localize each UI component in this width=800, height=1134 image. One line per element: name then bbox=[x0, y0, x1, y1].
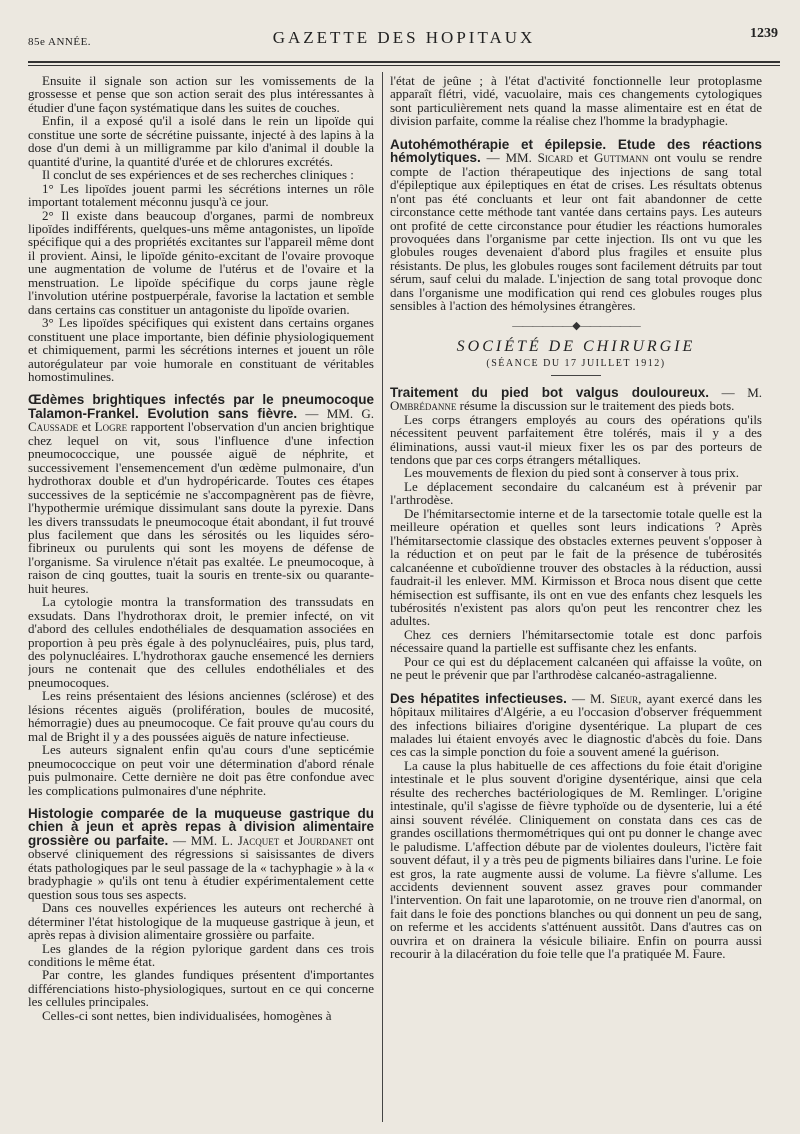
page-header bbox=[28, 22, 780, 52]
section-oedemes: Œdèmes brightiques infectés par le pneumocoque Talamon-Frankel. Evolution sans fièvre. — MM. G. Caussade et Logre rapportent l'observation d'un ancien brightique chez lequel on vit, sous l'influence d'une infection pneumococcique, une poussée aiguë de néphrite, et successivement l'ensemencement d'un œdème pulmonaire, d'un hydrothorax double et d'un hydropéricarde. Toutes ces étapes successives de la septicémie ne s'accompagnèrent pas de fièvre, l'hypothermie urémique dissimulant sans doute la pyrexie. Dans les divers transsudats le pneumocoque était abondant, il fut trouvé plus facilement que dans les sérosités ou les liquides séro-fibrineux ou purulents qui sont les moyens de défense de l'organisme. Sa virulence n'était pas exaltée. Le pneumocoque, à raison de cinq gouttes, tuait la souris en trente-six ou quarante-huit heures. bbox=[28, 392, 374, 596]
paragraph: l'état de jeûne ; à l'état d'activité fonctionnelle leur protoplasme apparaît flétri, vidé, vacuolaire, mais ces changements cytologiques sont particulièrement nets quand la masse alimentaire est en état de division parfaite, comme la réalise chez l'homme la bradyphagie. bbox=[390, 74, 762, 129]
column-divider bbox=[382, 72, 383, 1122]
author-name: Sicard bbox=[537, 150, 573, 166]
section-histologie: Histologie comparée de la muqueuse gastrique du chien à jeun et après repas à division alimentaire grossière ou parfaite. — MM. L. Jacquet et Jourdanet ont observé cliniquement des régressions si saisissantes de divers états pathologiques par le seul passage de la « tachyphagie » à la « bradyphagie » qu'ils ont tenu à étudier expérimentalement cette question sous tous ses aspects. bbox=[28, 806, 374, 902]
author-name: Sieur bbox=[609, 690, 639, 706]
author-name: L. Jacquet bbox=[221, 832, 280, 848]
paragraph: La cytologie montra la transformation des transsudats en exsudats. Dans l'hydrothorax droit, le premier infecté, on vit d'abord des cellules endothéliales de desquamation associées en proportion à peu près égale à des polynucléaires, puis, plus tard, des polynucléaires. L'hydrothorax gauche ensemencé les derniers jours ne contenait que des cellules endothéliales et des pneumocoques. bbox=[28, 594, 374, 690]
journal-title: GAZETTE DES HOPITAUX bbox=[272, 28, 536, 47]
section-title: Autohémothérapie et épilepsie. Etude des réactions hémolytiques. bbox=[390, 136, 762, 166]
issue-year: 85e ANNÉE. bbox=[28, 36, 92, 48]
paragraph: 1° Les lipoïdes jouent parmi les sécrétions internes un rôle important totalement méconnu jusqu'à ce jour. bbox=[28, 180, 374, 210]
paragraph: De l'hémitarsectomie interne et de la tarsectomie totale quelle est la meilleure opération et quelles sont leurs indications ? Après l'hémitarsectomie classique des obstacles externes peuvent s'opposer à la réduction et on peut par le fait de la présence de tubérosités calcanéenne et cuboïdienne trouver des obstacles à la réduction, aussi faudrait-il les enlever. MM. Kirmisson et Broca nous disent que cette hémisection est suffisante, ils ont en vue des enfants chez lesquels les tubérosités n'existent pas alors qu'on peut les rencontrer chez les adultes. bbox=[390, 505, 762, 629]
section-title: Traitement du pied bot valgus douloureux. bbox=[390, 384, 709, 400]
session-date: (SÉANCE DU 17 JUILLET 1912) bbox=[486, 357, 666, 369]
paragraph: Dans ces nouvelles expériences les auteurs ont recherché à déterminer l'état histologique de la muqueuse gastrique à jeun, et après repas à division alimentaire grossière ou parfaite. bbox=[28, 900, 374, 943]
society-heading bbox=[390, 319, 762, 376]
society-title: SOCIÉTÉ DE CHIRURGIE bbox=[456, 337, 696, 355]
author-name: Logre bbox=[94, 419, 128, 435]
section-title: Des hépatites infectieuses. bbox=[390, 690, 567, 706]
author-name: G. Caussade bbox=[28, 405, 374, 435]
header-rule-thin bbox=[28, 65, 780, 66]
paragraph: Les auteurs signalent enfin qu'au cours d'une septicémie pneumococcique on peut voir une détermination d'abord rénale puis pulmonaire. Cette dernière ne doit pas être confondue avec les complications pulmonaires d'une néphrite. bbox=[28, 742, 374, 798]
paragraph: La cause la plus habituelle de ces affections du foie était d'origine intestinale et le plus souvent d'origine dysentérique, ainsi que cela résulte des recherches bactériologiques de M. Remlinger. L'origine intestinale, qu'il s'agisse de fièvre typhoïde ou de dysenterie, lui a été ainsi souvent révélée. Cliniquement on constata dans ces cas de grandes oscillations thermométriques qui ont pu donner le change avec le paludisme. L'affection débute par de violentes douleurs, l'ictère fait souvent défaut, il y a très peu de pigments biliaires dans l'urine. Le foie est gros, la rate augmente aussi de volume. La fièvre s'allume. Les accidents deviennent souvent assez graves pour commander l'intervention. On fait une laparotomie, on ne trouve rien d'anormal, on fait dans le foie des ponctions blanches ou qui donnent un peu de sang, on referme et les accidents s'atténuent aussitôt. Dans d'autres cas on ouvrira et on drainera la vésicule biliaire. Enfin on pourra aussi recourir à la dilacération du foie telle que l'a pratiquée M. Faure. bbox=[390, 757, 762, 962]
paragraph: Le déplacement secondaire du calcanéum est à prévenir par l'arthrodèse. bbox=[390, 478, 762, 508]
paragraph: Les reins présentaient des lésions anciennes (sclérose) et des lésions récentes aiguës (prolifération, boules de mucosité, hémorragie) dues au pneumocoque. Ce fait prouve qu'au cours du mal de Bright il y a des poussées aiguës de nature infectieuse. bbox=[28, 688, 374, 744]
section-hepatites: Des hépatites infectieuses. — M. Sieur, ayant exercé dans les hôpitaux militaires d'Algérie, a eu l'occasion d'observer fréquemment des infections biliaires d'origine dysentérique. La plupart de ces malades lui étaient envoyés avec le diagnostic d'abcès du foie. Dans ces cas la simple ponction du foie a souvent amené la guérison. bbox=[390, 690, 762, 760]
paragraph: Celles-ci sont nettes, bien individualisées, homogènes à bbox=[42, 1007, 332, 1023]
section-pied-bot: Traitement du pied bot valgus douloureux. — M. Ombrédanne résume la discussion sur le traitement des pieds bots. bbox=[390, 384, 762, 414]
ornament-divider: ——————◆—————— bbox=[512, 319, 640, 332]
paragraph: 3° Les lipoïdes spécifiques qui existent dans certains organes constituent une place importante, bien définie physiologiquement et chimiquement, parmi les sécrétions internes et jouent un rôle autorégulateur par voie humorale en constituant de véritables homostimulines. bbox=[28, 315, 374, 384]
author-name: Ombrédanne bbox=[390, 398, 457, 414]
right-column bbox=[390, 74, 762, 1124]
author-name: Jourdanet bbox=[298, 832, 353, 848]
paragraph: Par contre, les glandes fundiques présentent d'importantes différenciations histo-physiologiques, surtout en ce qui concerne les cellules principales. bbox=[28, 967, 374, 1010]
section-title: Histologie comparée de la muqueuse gastrique du chien à jeun et après repas à division alimentaire grossière ou parfaite. bbox=[28, 806, 374, 848]
paragraph: Il conclut de ses expériences et de ses recherches cliniques : bbox=[42, 167, 354, 183]
header-rule-thick bbox=[28, 61, 780, 63]
paragraph: Chez ces derniers l'hémitarsectomie totale est donc parfois nécessaire quand la partielle est suffisante chez les enfants. bbox=[390, 626, 762, 656]
page-number: 1239 bbox=[750, 26, 778, 41]
short-rule bbox=[551, 375, 601, 376]
paragraph: Pour ce qui est du déplacement calcanéen qui affaisse la voûte, on ne peut le prévenir que par l'arthrodèse calcanéo-astragalienne. bbox=[390, 653, 762, 683]
section-title: Œdèmes brightiques infectés par le pneumocoque Talamon-Frankel. Evolution sans fièvre. bbox=[28, 392, 374, 421]
paragraph: Les glandes de la région pylorique gardent dans ces trois conditions le même état. bbox=[28, 940, 374, 969]
paragraph: Les mouvements de flexion du pied sont à conserver à tous prix. bbox=[404, 465, 740, 481]
paragraph: Enfin, il a exposé qu'il a isolé dans le rein un lipoïde qui constitue une sorte de sécrétine puissante, injecté à des lapins à la dose d'un demi à un milligramme par kilo d'animal il double la quantité d'urine, la quantité d'urée et de chlorures excrétés. bbox=[28, 113, 374, 169]
paragraph: Ensuite il signale son action sur les vomissements de la grossesse et pense que son action serait des plus intéressantes à étudier d'une façon systématique dans les suites de couches. bbox=[28, 74, 374, 115]
section-autohemotherapie: Autohémothérapie et épilepsie. Etude des réactions hémolytiques. — MM. Sicard et Guttmann ont voulu se rendre compte de l'action thérapeutique des injections de sang total d'épileptique aux épileptiques en état de crises. Les résultats obtenus n'ont pas été concluants et leur ont fait abandonner de cette circonstance cette méthode tant vantée dans certains pays. Les auteurs ont profité de cette circonstance pour étudier les réactions humorales provoquées dans l'organisme par cette injection. Ils ont vu que les globules rouges devenaient d'abord plus fragiles et ensuite plus résistants. De plus, les globules rouges sont facilement détruits par tout sérum, sauf celui du malade. L'injection de sang total provoque donc dans l'organisme une modification qui rend ces globules rouges plus sensibles à l'action des hémolysines étrangères. bbox=[390, 136, 762, 314]
paragraph: Les corps étrangers employés au cours des opérations qu'ils nécessitent peuvent parfaitement être tolérés, mais il y a des éliminations, aussi vaut-il mieux fixer les os par des porteurs de tendons que par ces corps étrangers métalliques. bbox=[390, 411, 762, 467]
paragraph: 2° Il existe dans beaucoup d'organes, parmi de nombreux lipoïdes indifférents, quelques-uns même antagonistes, un lipoïde spécifique qui a des propriétés excitantes sur l'appareil même dont il provient. Ainsi, le lipoïde génito-excitant de l'ovaire provoque une augmentation de volume de l'utérus et de l'ovaire et la menstruation. Le lipoïde spécifique du corps jaune règle l'involution utérine postpuerpérale, favorise la lactation et semble dans certains cas constituer un antagoniste du lipoïde ovarien. bbox=[28, 207, 374, 317]
left-column bbox=[28, 74, 374, 1124]
author-name: Guttmann bbox=[593, 150, 649, 166]
